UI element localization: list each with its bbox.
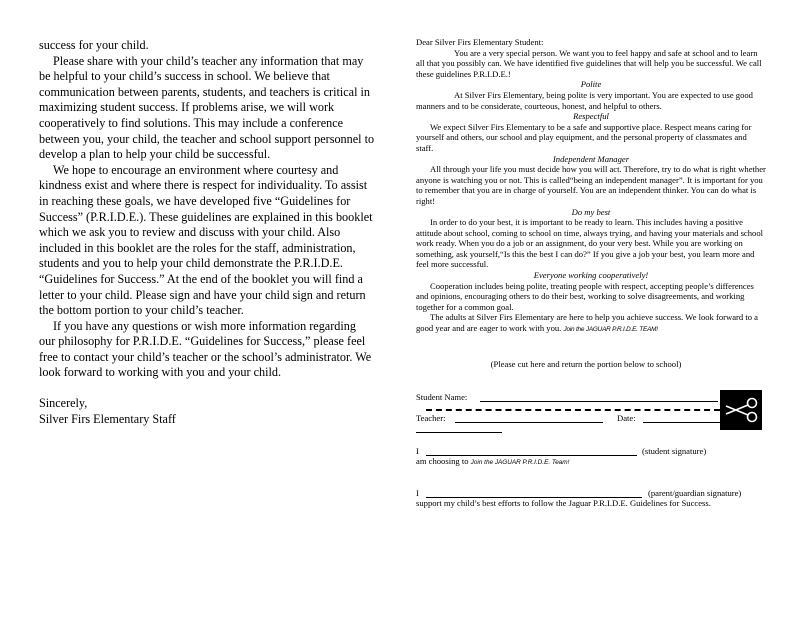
teacher-field[interactable] [455, 422, 603, 423]
parent-letter-column [39, 38, 375, 427]
staff-signature: Silver Firs Elementary Staff [39, 411, 176, 426]
closing: Sincerely, [39, 396, 88, 411]
best-paragraph: In order to do your best, it is important to be ready to learn. This includes having a positive attitude about school, coming to school on time, always trying, and having your materials and school work ready. When you do a job or an assignment, do your very best. While you are working on something, ask yourself,“Is this the best I can do?” If you give a job your best, you learn more and feel more successful. [416, 217, 764, 270]
heading-respectful: Respectful [573, 111, 609, 122]
student-letter-column [416, 37, 766, 336]
date-field[interactable] [643, 422, 721, 423]
parent-i-label: I [416, 488, 419, 498]
choosing-text: am choosing to [416, 456, 469, 466]
cooperation-paragraph: Cooperation includes being polite, treating people with respect, accepting people’s differences and opinions, encouraging others to do their best, working to solve disagreements, and working together for a common goal. [416, 280, 754, 312]
jaguar-team-text: Join the JAGUAR P.R.I.D.E. TEAM! [563, 326, 658, 334]
date-label: Date: [617, 413, 636, 423]
student-signature-label: (student signature) [642, 446, 707, 456]
student-greeting: Dear Silver Firs Elementary Student: [416, 37, 544, 47]
cut-here-line [426, 409, 720, 411]
teacher-field-continued[interactable] [416, 432, 502, 433]
heading-polite: Polite [580, 79, 602, 90]
paragraph-continued: success for your child. [39, 38, 149, 52]
student-name-label: Student Name: [416, 392, 468, 402]
choosing-team-text: Join the JAGUAR P.R.I.D.E. Team! [470, 459, 570, 466]
intro-paragraph: You are a very special person. We want you to feel happy and safe at school and to learn all that you possibly can. We have identified five guidelines that will help you be successful. We call these guidelines P.R.I.D.E.! [416, 47, 762, 79]
heading-do-my-best: Do my best [571, 206, 611, 217]
parent-signature-label: (parent/guardian signature) [648, 488, 742, 498]
adults-text: The adults at Silver Firs Elementary are here to help you achieve success. We look forward to a good year and are eager to work with you. [416, 312, 758, 334]
paragraph-communication: Please share with your child’s teacher any information that may be helpful to your child’s success in school. We believe that communication between parents, students, and teachers is critical in maximizing student success. If problems arise, we will work cooperatively to find solutions. This may include a conference between you, your child, the teacher and school support personnel to develop a plan to help your child be successful. [39, 53, 375, 162]
paragraph-questions: If you have any questions or wish more information regarding our philosophy for P.R.I.D.E. “Guidelines for Success,” please feel free to contact your child’s teacher or the school’s administrator. We look forward to working with you and your child. [39, 318, 372, 380]
teacher-label: Teacher: [416, 413, 446, 423]
support-text: support my child’s best efforts to follow the Jaguar P.R.I.D.E. Guidelines for Success. [416, 498, 711, 508]
choosing-line [416, 456, 569, 469]
heading-independent-manager: Independent Manager [552, 153, 630, 164]
paragraph-environment: We hope to encourage an environment where courtesy and kindness exist and where there is respect for individuality. To assist in reaching these goals, we have developed five “Guidelines for Success” (P.R.I.D.E.). These guidelines are explained in this booklet which we ask you to review and discuss with your child. Also included in this booklet are the roles for the staff, administration, students and you to help your child demonstrate the P.R.I.D.E. “Guidelines for Success.” At the end of the booklet you will find a letter to your child. Please sign and have your child sign and return the bottom portion to your child’s teacher. [39, 162, 373, 318]
student-i-label: I [416, 446, 419, 456]
student-name-field[interactable] [480, 401, 718, 402]
adults-paragraph [416, 312, 766, 335]
independent-paragraph: All through your life you must decide how you will act. Therefore, try to do what is right whether anyone is watching you or not. This is called“being an independent manager”. It is important for you to remember that you are in charge of yourself. You are an independent thinker. You can do what is right! [416, 164, 766, 206]
respectful-paragraph: We expect Silver Firs Elementary to be a safe and supportive place. Respect means caring for yourself and others, our school and play equipment, and the personal property of classmates and staff. [416, 121, 752, 153]
polite-paragraph: At Silver Firs Elementary, being polite is very important. You are expected to use good manners and to be considerate, courteous, honest, and helpful to others. [416, 89, 753, 111]
heading-everyone-cooperative: Everyone working cooperatively! [533, 270, 649, 281]
scissors-icon [720, 390, 762, 430]
cut-instruction: (Please cut here and return the portion below to school) [490, 359, 682, 369]
